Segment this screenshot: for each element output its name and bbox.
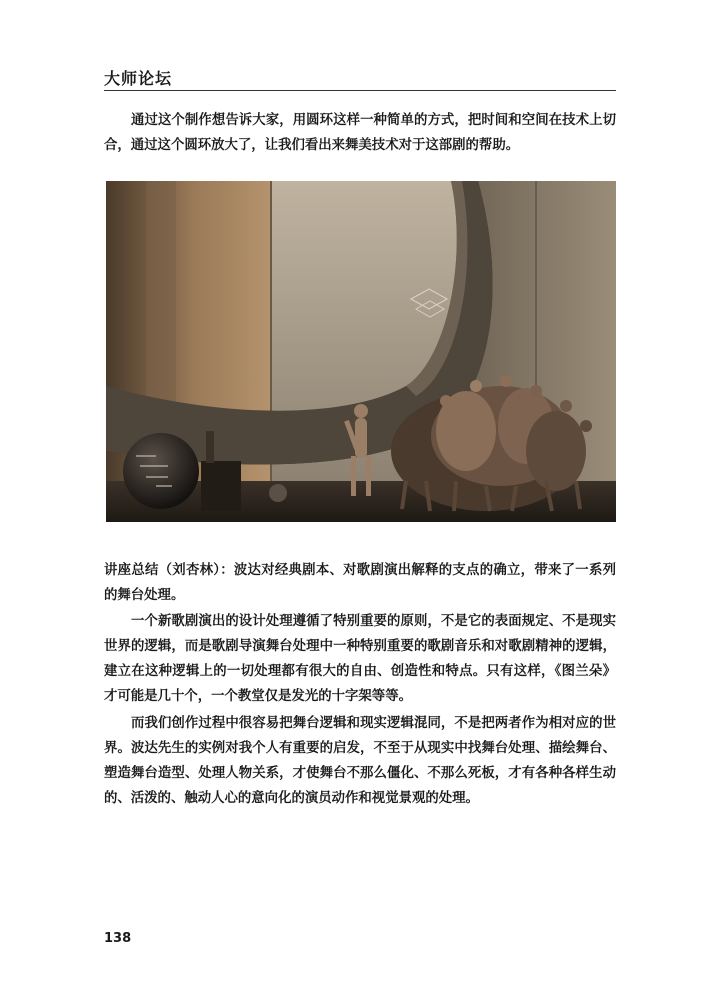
summary-paragraph bbox=[104, 558, 616, 608]
intro-paragraph: 通过这个制作想告诉大家，用圆环这样一种简单的方式，把时间和空间在技术上切合，通过这个圆环放大了，让我们看出来舞美技术对于这部剧的帮助。 bbox=[104, 113, 616, 153]
reflection-paragraph: 而我们创作过程中很容易把舞台逻辑和现实逻辑混同，不是把两者作为相对应的世界。波达先生的实例对我个人有重要的启发，不至于从现实中找舞台处理、描绘舞台、塑造舞台造型、处理人物关系，才使舞台不那么僵化、不那么死板，才有各种各样生动的、活泼的、触动人心的意向化的演员动作和视觉景观的处理。 bbox=[104, 716, 616, 806]
header-title: 大师论坛 bbox=[104, 69, 173, 88]
stage-photo bbox=[106, 181, 616, 522]
principle-paragraph: 一个新歌剧演出的设计处理遵循了特别重要的原则，不是它的表面规定、不是现实世界的逻辑，而是歌剧导演舞台处理中一种特别重要的歌剧音乐和对歌剧精神的逻辑，建立在这种逻辑上的一切处理都有很大的自由、创造性和特点。只有这样，《图兰朵》才可能是几十个，一个教堂仅是发光的十字架等等。 bbox=[104, 614, 616, 704]
summary-text: 波达对经典剧本、对歌剧演出解释的支点的确立，带来了一系列的舞台处理。 bbox=[104, 563, 616, 603]
page-number: 138 bbox=[104, 931, 132, 946]
summary-label: 讲座总结（刘杏林）： bbox=[104, 563, 234, 578]
running-header bbox=[104, 62, 616, 91]
